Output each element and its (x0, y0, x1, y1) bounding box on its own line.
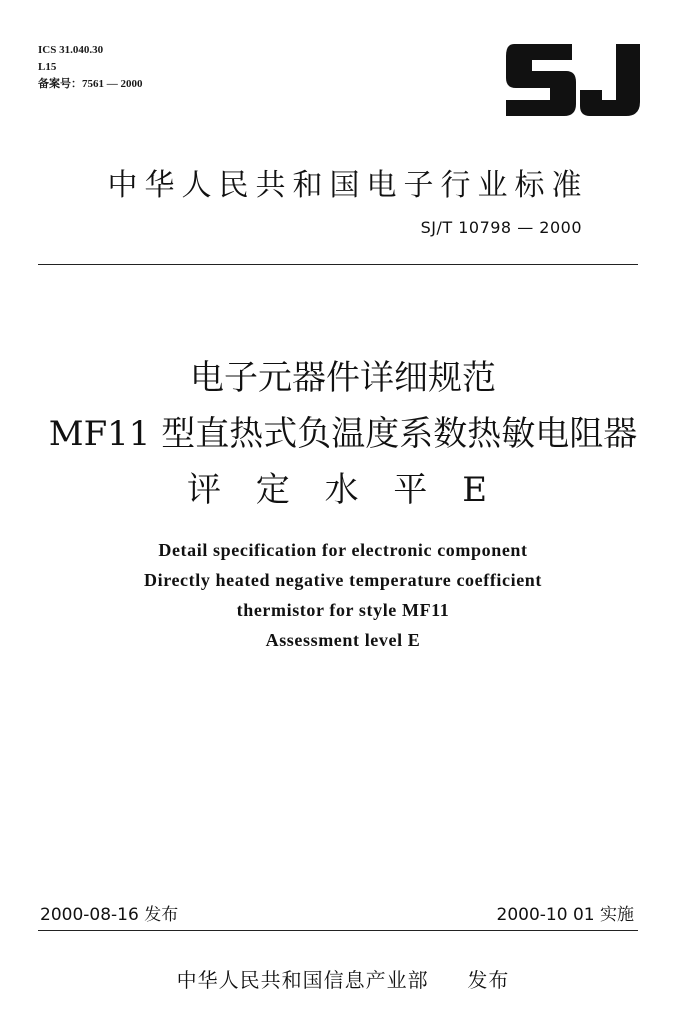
record-number: 备案号：7561 — 2000 (38, 78, 143, 90)
standard-category-title: 中华人民共和国电子行业标准 (107, 168, 589, 203)
footer-divider (38, 930, 638, 931)
header-meta (38, 42, 143, 93)
issuer-name: 中华人民共和国信息产业部 (176, 968, 429, 992)
chinese-title-line1: 电子元器件详细规范 (190, 358, 496, 398)
ccs-code: L15 (38, 61, 57, 73)
english-title-line4: Assessment level E (265, 630, 421, 650)
ics-code: ICS 31.040.30 (38, 44, 104, 56)
english-title (0, 535, 686, 655)
issuer-action: 发布 (467, 968, 510, 992)
english-title-line1: Detail specification for electronic component (158, 540, 528, 560)
issue-date: 2000-08-16 发布 (40, 905, 179, 925)
chinese-title-line3: 评 定 水 平 E (186, 470, 500, 510)
english-title-line3: thermistor for style MF11 (236, 600, 450, 620)
chinese-title-line2: MF11 型直热式负温度系数热敏电阻器 (48, 414, 638, 454)
issuing-authority (0, 964, 686, 993)
english-title-line2: Directly heated negative temperature coefficient (144, 570, 542, 590)
header-divider (38, 264, 638, 265)
standard-code: SJ/T 10798 — 2000 (420, 218, 582, 237)
effective-date: 2000-10 01 实施 (496, 905, 634, 925)
chinese-title (0, 350, 686, 518)
sj-logo (506, 44, 642, 116)
